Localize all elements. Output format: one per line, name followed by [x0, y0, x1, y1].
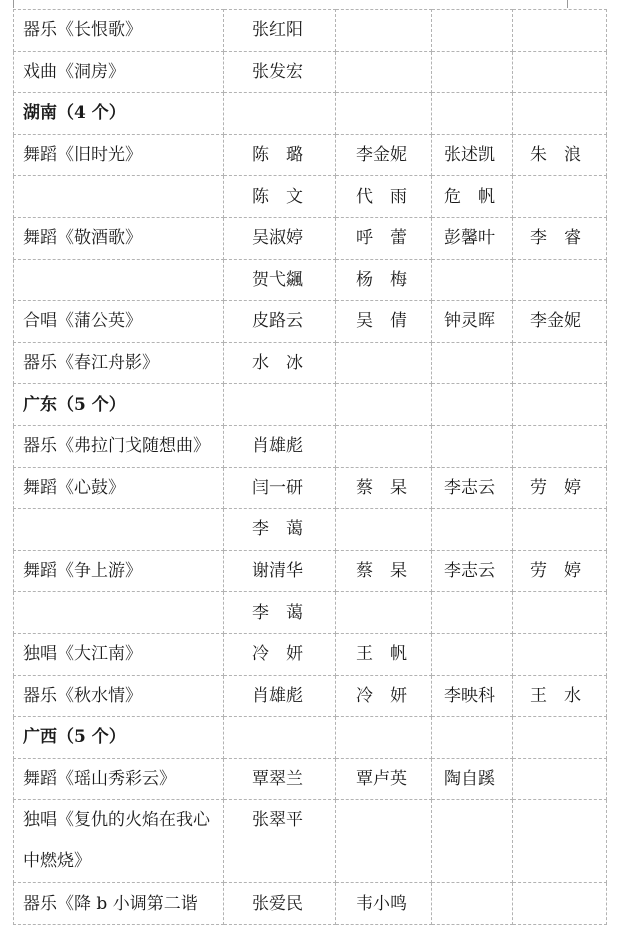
performer-name [513, 717, 607, 759]
performer-name: 蔡 杲 [336, 550, 432, 592]
performer-name [336, 425, 432, 467]
program-title: 独唱《大江南》 [14, 633, 224, 675]
table-row [14, 176, 607, 218]
performer-name [513, 342, 607, 384]
performer-name [432, 93, 513, 135]
performer-name [336, 800, 432, 883]
performer-name [432, 425, 513, 467]
performer-name: 李金妮 [336, 134, 432, 176]
performer-name [432, 592, 513, 634]
performer-name: 水 冰 [224, 342, 336, 384]
performer-name: 韦小鸣 [336, 883, 432, 925]
performer-name [336, 592, 432, 634]
performer-name [224, 384, 336, 426]
program-title: 器乐《降 b 小调第二谐 [14, 883, 224, 925]
performer-name [513, 51, 607, 93]
performer-name: 蔡 杲 [336, 467, 432, 509]
program-title: 器乐《弗拉门戈随想曲》 [14, 425, 224, 467]
performer-name [432, 800, 513, 883]
program-title: 独唱《复仇的火焰在我心中燃烧》 [14, 800, 224, 883]
performer-name [513, 384, 607, 426]
performer-name: 李 睿 [513, 217, 607, 259]
performer-name: 张红阳 [224, 10, 336, 52]
performer-name [336, 10, 432, 52]
performer-name [336, 93, 432, 135]
performer-name [432, 717, 513, 759]
performer-name: 覃卢英 [336, 758, 432, 800]
program-title [14, 176, 224, 218]
performer-name: 呼 蕾 [336, 217, 432, 259]
performer-name [224, 93, 336, 135]
section-row [14, 384, 607, 426]
performer-name: 李志云 [432, 550, 513, 592]
program-title: 舞蹈《敬酒歌》 [14, 217, 224, 259]
table-row [14, 217, 607, 259]
performer-name [336, 717, 432, 759]
program-title: 器乐《春江舟影》 [14, 342, 224, 384]
performer-name: 贺弋飊 [224, 259, 336, 301]
performer-name [336, 51, 432, 93]
program-title: 戏曲《洞房》 [14, 51, 224, 93]
performer-name [336, 509, 432, 551]
performer-name [432, 509, 513, 551]
performer-name: 陈 文 [224, 176, 336, 218]
performer-name: 吴 倩 [336, 301, 432, 343]
performer-name: 李 蔼 [224, 592, 336, 634]
section-heading: 广东（5 个） [14, 384, 224, 426]
performer-name: 吴淑婷 [224, 217, 336, 259]
program-title: 合唱《蒲公英》 [14, 301, 224, 343]
section-row [14, 717, 607, 759]
performer-name: 张发宏 [224, 51, 336, 93]
table-row [14, 509, 607, 551]
performer-name [513, 592, 607, 634]
performer-name [513, 425, 607, 467]
performer-name: 代 雨 [336, 176, 432, 218]
table-row [14, 633, 607, 675]
program-title: 舞蹈《争上游》 [14, 550, 224, 592]
program-title: 器乐《秋水情》 [14, 675, 224, 717]
program-title [14, 259, 224, 301]
performer-name: 冷 妍 [224, 633, 336, 675]
performer-name: 皮路云 [224, 301, 336, 343]
program-title: 舞蹈《心鼓》 [14, 467, 224, 509]
performer-table-body [14, 10, 607, 925]
performer-name [513, 259, 607, 301]
table-row [14, 592, 607, 634]
performer-name [432, 10, 513, 52]
performer-name: 肖雄彪 [224, 425, 336, 467]
performer-name [432, 259, 513, 301]
table-row [14, 342, 607, 384]
performer-name: 闫一研 [224, 467, 336, 509]
performer-name: 覃翠兰 [224, 758, 336, 800]
table-row [14, 301, 607, 343]
performer-name: 张述凯 [432, 134, 513, 176]
performer-name: 朱 浪 [513, 134, 607, 176]
table-row [14, 134, 607, 176]
performer-name [513, 176, 607, 218]
performer-name: 李志云 [432, 467, 513, 509]
performer-name: 危 帆 [432, 176, 513, 218]
performer-table [13, 9, 607, 925]
performer-name [224, 717, 336, 759]
table-row [14, 51, 607, 93]
page-corner-mark-left [13, 0, 14, 8]
performer-name: 陶自蹊 [432, 758, 513, 800]
program-title [14, 509, 224, 551]
table-row [14, 800, 607, 883]
performer-name [336, 384, 432, 426]
performer-name: 谢清华 [224, 550, 336, 592]
program-title: 舞蹈《旧时光》 [14, 134, 224, 176]
table-row [14, 467, 607, 509]
table-row [14, 259, 607, 301]
performer-name [513, 509, 607, 551]
section-heading: 广西（5 个） [14, 717, 224, 759]
performer-name [513, 800, 607, 883]
page-corner-mark-right [567, 0, 568, 8]
performer-name [336, 342, 432, 384]
performer-name [513, 633, 607, 675]
performer-name: 肖雄彪 [224, 675, 336, 717]
program-title: 器乐《长恨歌》 [14, 10, 224, 52]
table-row [14, 675, 607, 717]
performer-name: 李映科 [432, 675, 513, 717]
performer-name: 劳 婷 [513, 550, 607, 592]
performer-name [432, 633, 513, 675]
performer-name: 彭馨叶 [432, 217, 513, 259]
program-title: 舞蹈《瑶山秀彩云》 [14, 758, 224, 800]
performer-name: 杨 梅 [336, 259, 432, 301]
section-row [14, 93, 607, 135]
performer-name: 李 蔼 [224, 509, 336, 551]
performer-name: 王 水 [513, 675, 607, 717]
performer-name: 张爱民 [224, 883, 336, 925]
performer-name: 冷 妍 [336, 675, 432, 717]
performer-name [432, 51, 513, 93]
performer-name [432, 883, 513, 925]
performer-name: 张翠平 [224, 800, 336, 883]
performer-name [513, 10, 607, 52]
performer-name: 陈 璐 [224, 134, 336, 176]
performer-name [432, 384, 513, 426]
performer-name: 李金妮 [513, 301, 607, 343]
performer-name [513, 758, 607, 800]
program-title [14, 592, 224, 634]
performer-name [513, 93, 607, 135]
performer-name [513, 883, 607, 925]
table-row [14, 550, 607, 592]
section-heading: 湖南（4 个） [14, 93, 224, 135]
table-row [14, 758, 607, 800]
table-row [14, 425, 607, 467]
table-row [14, 883, 607, 925]
performer-name: 劳 婷 [513, 467, 607, 509]
performer-name: 王 帆 [336, 633, 432, 675]
performer-name [432, 342, 513, 384]
table-row [14, 10, 607, 52]
performer-name: 钟灵晖 [432, 301, 513, 343]
